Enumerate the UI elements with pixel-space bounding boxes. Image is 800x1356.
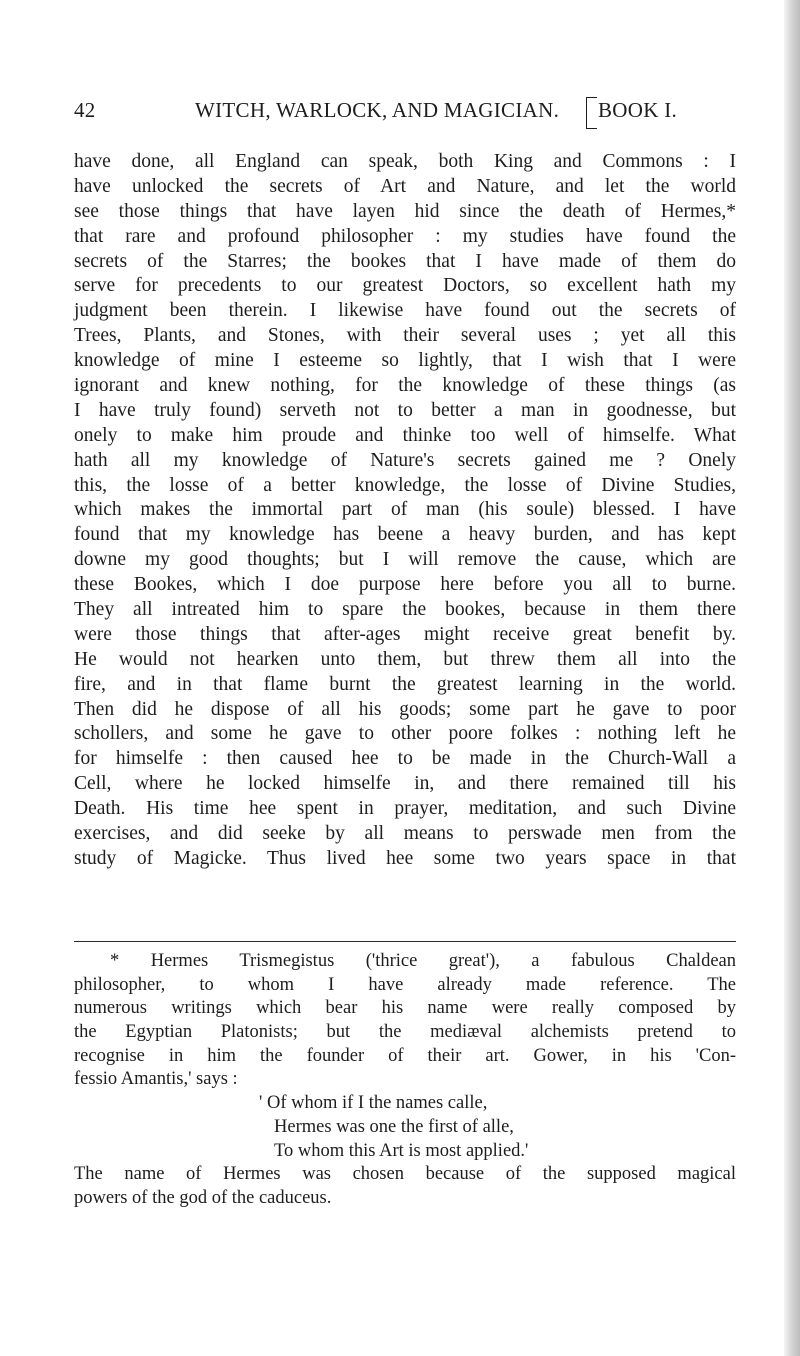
section-bracket (586, 97, 597, 129)
body-line: knowledge of mine I esteeme so lightly, that I wish that I were (74, 350, 736, 372)
footnote-line: recognise in him the founder of their art. Gower, in his 'Con- (74, 1045, 736, 1066)
footnote-closing-line: The name of Hermes was chosen because of the supposed magical (74, 1164, 736, 1185)
body-line: downe my good thoughts; but I will remove the cause, which are (74, 549, 736, 571)
body-line: schollers, and some he gave to other poore folkes : nothing left he (74, 723, 736, 745)
body-line: this, the losse of a better knowledge, the losse of Divine Studies, (74, 474, 736, 496)
footnote-line: fessio Amantis,' says : (74, 1069, 238, 1090)
running-head (74, 98, 736, 138)
section-label: BOOK I. (598, 98, 678, 122)
body-line: have done, all England can speak, both King and Commons : I (74, 151, 736, 172)
footnote-verse-line: Hermes was one the first of alle, (274, 1116, 514, 1137)
body-line: these Bookes, which I doe purpose here before you all to burne. (74, 574, 736, 596)
body-line: They all intreated him to spare the bookes, because in them there (74, 599, 736, 621)
footnote-line: philosopher, to whom I have already made reference. The (74, 974, 736, 995)
body-line: Death. His time hee spent in prayer, meditation, and such Divine (74, 798, 736, 820)
body-line: judgment been therein. I likewise have found out the secrets of (74, 300, 736, 322)
body-line: secrets of the Starres; the bookes that I have made of them do (74, 250, 736, 272)
footnote-rule (74, 941, 736, 942)
running-title: WITCH, WARLOCK, AND MAGICIAN. (195, 98, 560, 122)
body-text (74, 150, 736, 872)
body-line: fire, and in that flame burnt the greatest learning in the world. (74, 673, 736, 695)
body-line: exercises, and did seeke by all means to perswade men from the (74, 823, 736, 845)
body-line: I have truly found) serveth not to better a man in goodnesse, but (74, 399, 736, 421)
page-number: 42 (74, 98, 96, 122)
page-edge-shadow (784, 0, 800, 1356)
footnote-line: numerous writings which bear his name were really composed by (74, 998, 736, 1019)
body-line: onely to make him proude and thinke too well of himselfe. What (74, 424, 736, 446)
body-line: Then did he dispose of all his goods; some part he gave to poor (74, 698, 736, 720)
body-line: hath all my knowledge of Nature's secrets gained me ? Onely (74, 449, 736, 471)
footnote-line: the Egyptian Platonists; but the mediæval alchemists pretend to (74, 1022, 736, 1043)
body-line: Trees, Plants, and Stones, with their several uses ; yet all this (74, 325, 736, 347)
body-line: see those things that have layen hid since the death of Hermes,* (74, 200, 736, 222)
footnote-verse-line: To whom this Art is most applied.' (274, 1140, 529, 1161)
footnote-line: * Hermes Trismegistus ('thrice great'), a fabulous Chaldean (110, 951, 736, 971)
body-line: that rare and profound philosopher : my studies have found the (74, 225, 736, 247)
body-line: ignorant and knew nothing, for the knowledge of these things (as (74, 375, 736, 397)
body-line: which makes the immortal part of man (his soule) blessed. I have (74, 499, 736, 521)
body-line: study of Magicke. Thus lived hee some two years space in that (74, 847, 736, 869)
footnote (74, 950, 736, 1211)
body-line: serve for precedents to our greatest Doctors, so excellent hath my (74, 275, 736, 297)
body-line: were those things that after-ages might receive great benefit by. (74, 623, 736, 645)
footnote-closing-line: powers of the god of the caduceus. (74, 1187, 332, 1208)
body-line: found that my knowledge has beene a heavy burden, and has kept (74, 524, 736, 546)
body-line: He would not hearken unto them, but threw them all into the (74, 648, 736, 670)
body-line: for himselfe : then caused hee to be made in the Church-Wall a (74, 748, 736, 770)
body-line: Cell, where he locked himselfe in, and there remained till his (74, 773, 736, 795)
footnote-verse-line: ' Of whom if I the names calle, (259, 1093, 488, 1114)
body-line: have unlocked the secrets of Art and Nature, and let the world (74, 175, 736, 197)
